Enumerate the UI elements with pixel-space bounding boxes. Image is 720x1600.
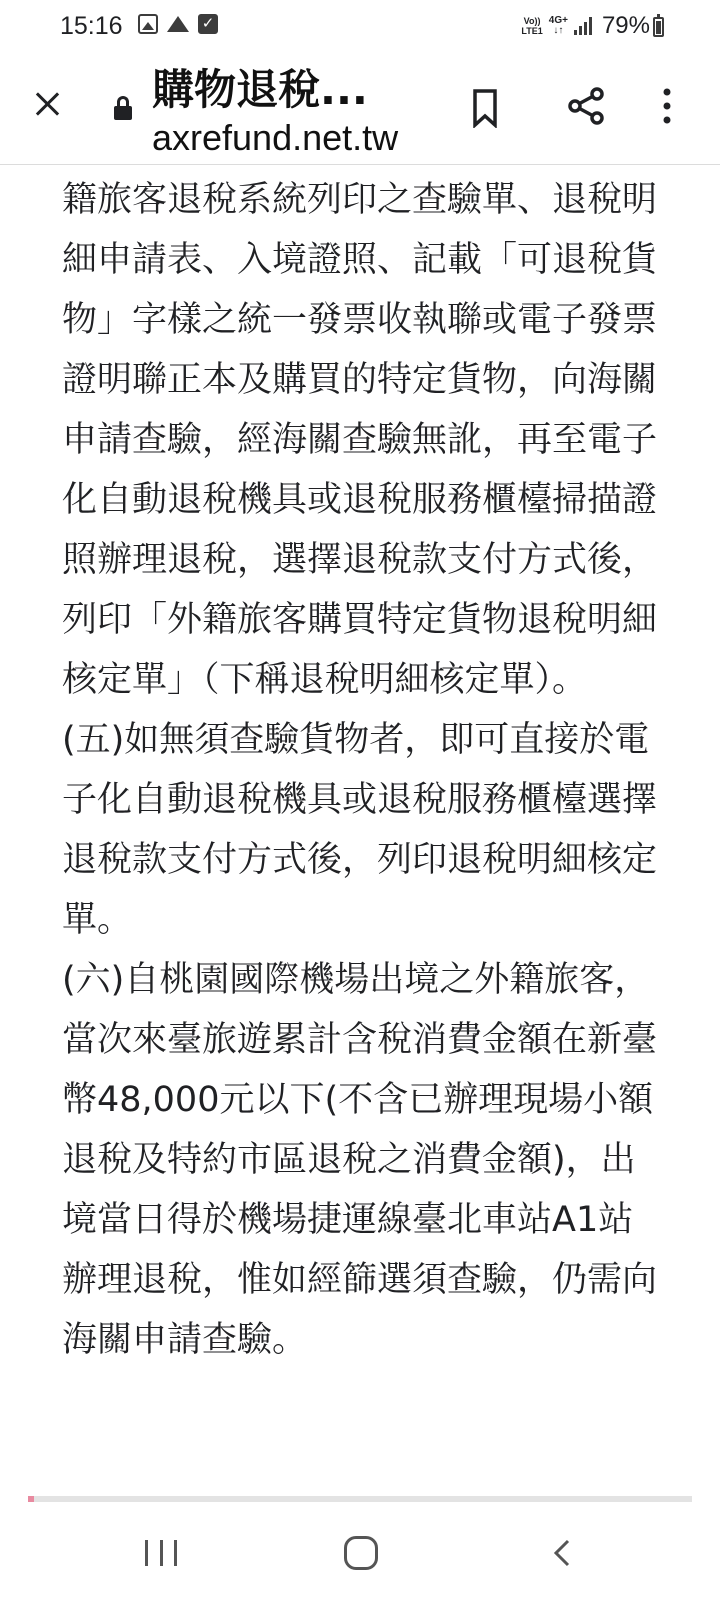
system-indicators xyxy=(521,12,650,40)
browser-toolbar xyxy=(0,50,720,165)
mountain-icon xyxy=(167,16,189,32)
close-icon[interactable] xyxy=(26,83,70,127)
battery-percent: 79% xyxy=(601,12,650,39)
image-icon xyxy=(138,14,158,34)
bookmark-icon[interactable] xyxy=(470,88,500,128)
status-bar xyxy=(0,0,720,50)
volte-indicator: Vo)) LTE1 xyxy=(521,16,543,36)
status-time: 15:16 xyxy=(60,12,123,40)
back-icon[interactable] xyxy=(552,1539,572,1567)
battery-icon xyxy=(653,17,664,37)
page-url: axrefund.net.tw xyxy=(152,117,399,158)
page-title: 購物退稅... xyxy=(152,65,368,114)
paragraph-item-6: (六)自桃園國際機場出境之外籍旅客，當次來臺旅遊累計含稅消費金額在新臺幣48,000元以下(不含已辦理現場小額退稅及特約市區退稅之消費金額)，出境當日得於機場捷運線臺北車站A1站辦理退稅，惟如經篩選須查驗，仍需向海關申請查驗。 xyxy=(62,960,658,1360)
more-icon[interactable] xyxy=(660,86,674,126)
network-type: 4G+ ↓↑ xyxy=(548,15,568,36)
share-icon[interactable] xyxy=(566,86,606,126)
title-url-block[interactable] xyxy=(152,64,452,158)
recents-icon[interactable] xyxy=(145,1540,177,1568)
navigation-bar xyxy=(0,1502,720,1600)
article-content xyxy=(62,170,662,1370)
paragraph-item-5: (五)如無須查驗貨物者，即可直接於電子化自動退稅機具或退稅服務櫃檯選擇退稅款支付方式後，列印退稅明細核定單。 xyxy=(62,720,658,940)
lock-icon[interactable] xyxy=(114,96,132,120)
notification-icons xyxy=(138,14,218,34)
home-icon[interactable] xyxy=(344,1536,378,1570)
network-type-label: 4G+ xyxy=(548,15,568,26)
signal-icon xyxy=(574,17,592,35)
paragraph-continuation: 籍旅客退稅系統列印之查驗單、退稅明細申請表、入境證照、記載「可退稅貨物」字樣之統一發票收執聯或電子發票證明聯正本及購買的特定貨物，向海關申請查驗，經海關查驗無訛，再至電子化自動退稅機具或退稅服務櫃檯掃描證照辦理退稅，選擇退稅款支付方式後，列印「外籍旅客購買特定貨物退稅明細核定單」（下稱退稅明細核定單）。 xyxy=(62,180,658,700)
check-icon: ✓ xyxy=(198,14,218,34)
